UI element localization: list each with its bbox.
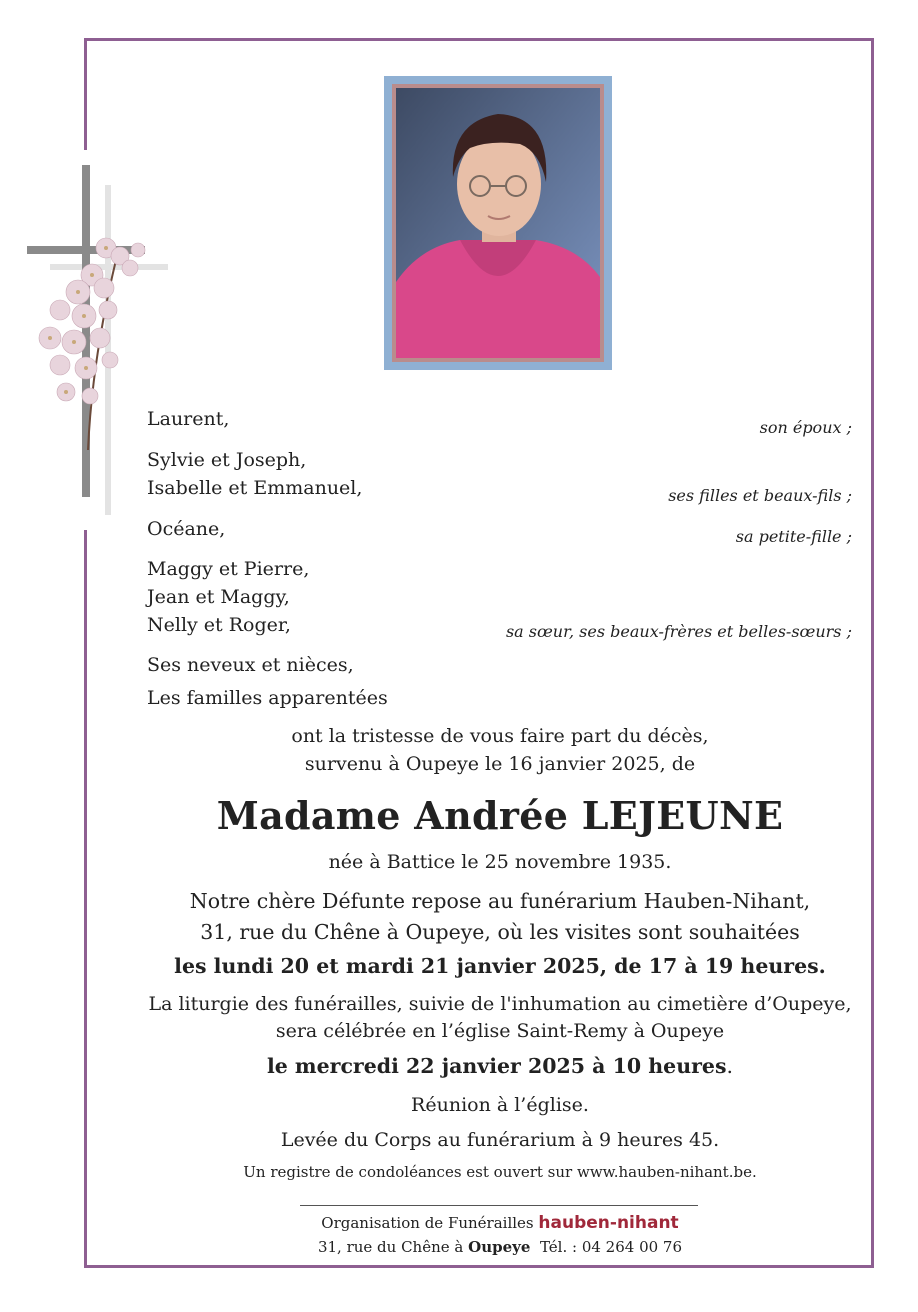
visits-line: 31, rue du Chêne à Oupeye, où les visites sont souhaitées: [200, 920, 800, 944]
portrait-image: [390, 82, 606, 364]
family-member: Jean et Maggy,: [147, 586, 290, 608]
phone: Tél. : 04 264 00 76: [539, 1238, 683, 1256]
ceremony-line: La liturgie des funérailles, suivie de l'inhumation au cimetière d’Oupeye,: [148, 993, 852, 1015]
family-member: Ses neveux et nièces,: [147, 654, 354, 676]
family-member: Maggy et Pierre,: [147, 558, 310, 580]
relation-label: sa petite-fille ;: [735, 527, 852, 546]
birth-info: née à Battice le 25 novembre 1935.: [328, 851, 672, 873]
footer-divider: [300, 1205, 698, 1206]
levee-info: Levée du Corps au funérarium à 9 heures 45.: [280, 1129, 720, 1151]
registry-info: Un registre de condoléances est ouvert sur www.hauben-nihant.be.: [243, 1163, 757, 1181]
family-member: Océane,: [147, 518, 226, 540]
relation-label: sa sœur, ses beaux-frères et belles-sœurs ;: [505, 622, 852, 641]
deceased-name: Madame Andrée LEJEUNE: [216, 793, 784, 838]
family-member: Laurent,: [147, 408, 230, 430]
family-member: Les familles apparentées: [147, 687, 388, 709]
family-member: Sylvie et Joseph,: [147, 449, 307, 471]
family-member: Isabelle et Emmanuel,: [147, 477, 363, 499]
ceremony-line: sera célébrée en l’église Saint-Remy à Oupeye: [275, 1020, 725, 1042]
relation-label: son époux ;: [759, 418, 852, 437]
family-member: Nelly et Roger,: [147, 614, 291, 636]
relation-label: ses filles et beaux-fils ;: [668, 486, 852, 505]
ceremony-date-row: [90, 1052, 910, 1081]
address-prefix: 31, rue du Chêne à: [317, 1238, 464, 1256]
brand-logo: hauben-nihant: [538, 1213, 679, 1233]
portrait-photo: [384, 76, 612, 370]
footer-address: [90, 1238, 910, 1256]
announcement-line: ont la tristesse de vous faire part du décès,: [291, 725, 709, 747]
ceremony-date: le mercredi 22 janvier 2025 à 10 heures: [266, 1054, 727, 1078]
announcement-line: survenu à Oupeye le 16 janvier 2025, de: [304, 753, 696, 775]
visits-line: Notre chère Défunte repose au funérarium Hauben-Nihant,: [189, 889, 811, 913]
footer-org: [90, 1213, 910, 1233]
meeting-info: Réunion à l’église.: [411, 1094, 589, 1116]
visits-dates: les lundi 20 et mardi 21 janvier 2025, de 17 à 19 heures.: [174, 954, 826, 978]
ceremony-date-punct: .: [726, 1054, 734, 1078]
address-city: Oupeye: [468, 1238, 531, 1256]
org-label: Organisation de Funérailles: [321, 1214, 534, 1232]
